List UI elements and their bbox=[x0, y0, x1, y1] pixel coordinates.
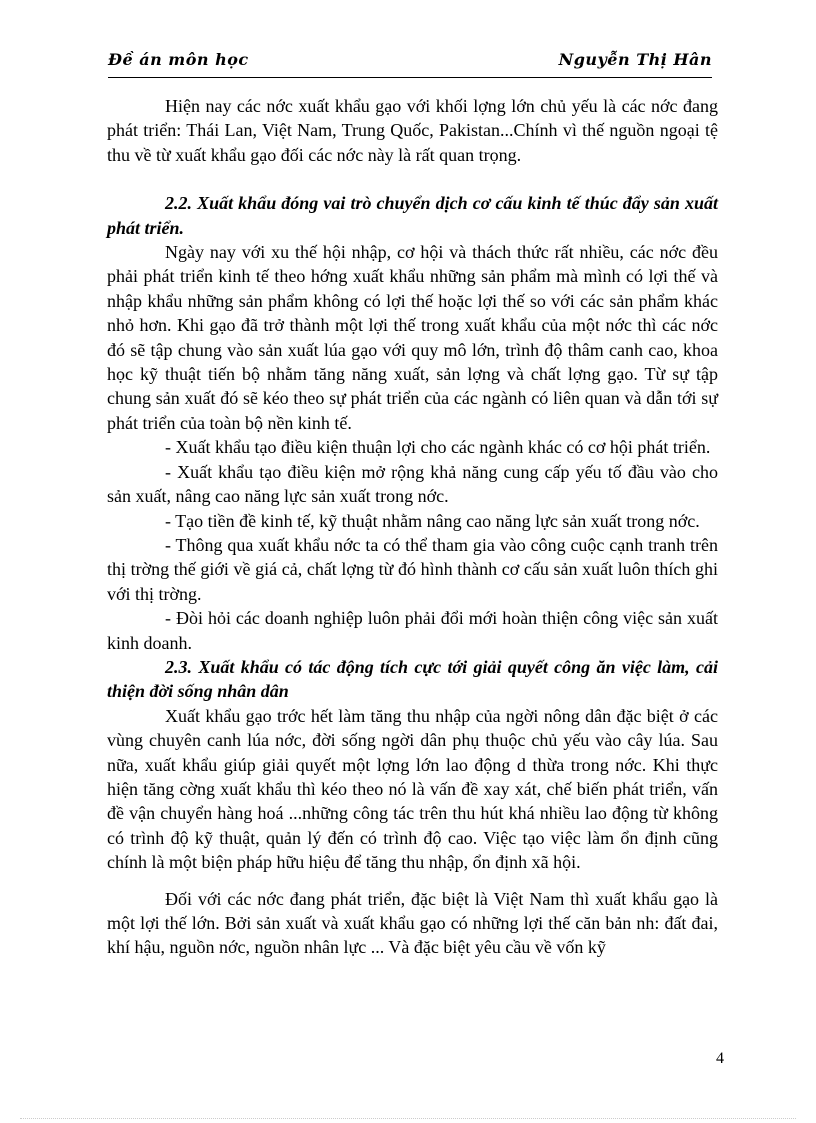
page-number: 4 bbox=[716, 1050, 724, 1067]
section-heading-2-3: 2.3. Xuất khẩu có tác động tích cực tới giải quyết công ăn việc làm, cải thiện đời sống nhân dân bbox=[107, 656, 718, 702]
section-heading-2-2: 2.2. Xuất khẩu đóng vai trò chuyển dịch cơ cấu kinh tế thúc đẩy sản xuất phát triển. bbox=[107, 193, 718, 238]
footer-divider bbox=[20, 1118, 796, 1119]
bullet-paragraph: - Xuất khẩu tạo điều kiện thuận lợi cho các ngành khác có cơ hội phát triển. bbox=[165, 437, 711, 458]
intro-paragraph: Hiện nay các nớc xuất khẩu gạo với khối lợng lớn chủ yếu là các nớc đang phát triển: Thái Lan, Việt Nam, Trung Quốc, Pakistan...Chính vì thế nguồn ngoại tệ thu về từ xuất khẩu gạo đối các nớc này là rất quan trọng. bbox=[107, 96, 718, 165]
bullet-paragraph: - Đòi hỏi các doanh nghiệp luôn phải đổi mới hoàn thiện công việc sản xuất kinh doanh. bbox=[107, 608, 718, 653]
bullet-paragraph: - Xuất khẩu tạo điều kiện mở rộng khả năng cung cấp yếu tố đầu vào cho sản xuất, nâng cao năng lực sản xuất trong nớc. bbox=[107, 461, 718, 507]
bullet-paragraph: - Tạo tiền đề kinh tế, kỹ thuật nhằm nâng cao năng lực sản xuất trong nớc. bbox=[165, 510, 700, 531]
document-body bbox=[107, 94, 718, 960]
page-header bbox=[108, 50, 712, 80]
body-paragraph: Ngày nay với xu thế hội nhập, cơ hội và thách thức rất nhiều, các nớc đều phải phát triển kinh tế theo hớng xuất khẩu những sản phẩm mà mình có lợi thế và nhập khẩu những sản phẩm không có lợi thế hoặc lợi thế so với các sản phẩm khác nhỏ hơn. Khi gạo đã trở thành một lợi thế trong xuất khẩu của một nớc thì các nớc đó sẽ tập chung vào sản xuất lúa gạo với quy mô lớn, trình độ thâm canh cao, khoa học kỹ thuật tiến bộ nhằm tăng năng xuất, sản lợng và chất lợng gạo. Từ sự tập chung sản xuất đó sẽ kéo theo sự phát triển của các ngành có liên quan và dẫn tới sự phát triển của toàn bộ nền kinh tế. bbox=[107, 242, 718, 433]
header-divider bbox=[108, 77, 712, 78]
body-paragraph: Xuất khẩu gạo trớc hết làm tăng thu nhập của ngời nông dân đặc biệt ở các vùng chuyên canh lúa nớc, đời sống ngời dân phụ thuộc chủ yếu vào cây lúa. Sau nữa, xuất khẩu giúp giải quyết một lợng lớn lao động d thừa trong nớc. Khi thực hiện tăng cờng xuất khẩu thì kéo theo nó là vấn đề xay xát, chế biến phát triển, vấn đề vận chuyển hàng hoá ...những công tác trên thu hút khá nhiều lao động từ không có trình độ kỹ thuật, quản lý đến có trình độ cao. Việc tạo việc làm ổn định cũng chính là một biện pháp hữu hiệu để tăng thu nhập, ổn định xã hội. bbox=[107, 705, 718, 873]
header-author-name: Nguyễn Thị Hân bbox=[558, 50, 712, 69]
bullet-paragraph: - Thông qua xuất khẩu nớc ta có thể tham gia vào công cuộc cạnh tranh trên thị trờng thế giới về giá cả, chất lợng từ đó hình thành cơ cấu sản xuất luôn thích ghi với thị trờng. bbox=[107, 534, 718, 604]
body-paragraph: Đối với các nớc đang phát triển, đặc biệt là Việt Nam thì xuất khẩu gạo là một lợi thế lớn. Bởi sản xuất và xuất khẩu gạo có những lợi thế căn bản nh: đất đai, khí hậu, nguồn nớc, nguồn nhân lực ... Và đặc biệt yêu cầu về vốn kỹ bbox=[107, 888, 718, 958]
header-course-title: Đề án môn học bbox=[108, 50, 249, 69]
